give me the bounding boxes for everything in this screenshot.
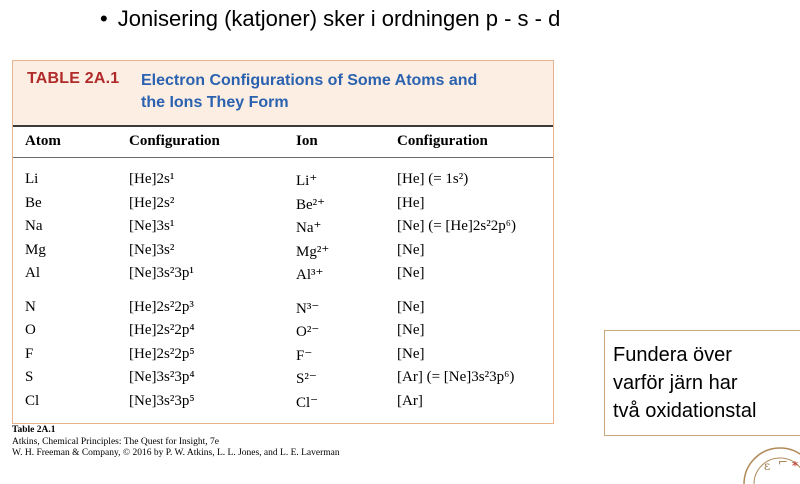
ion-configuration-cell: [Ne] (= [He]2s²2p⁶) <box>397 218 516 234</box>
atom-configuration-cell: [He]2s²2p⁵ <box>129 345 195 362</box>
atom-configuration-cell: [Ne]3s²3p⁴ <box>129 369 195 385</box>
atom-configuration-cell: [He]2s²2p⁴ <box>129 322 195 338</box>
ion-configuration-cell: [Ne] <box>397 241 425 258</box>
table-row <box>13 242 553 266</box>
note-line-1: Fundera över <box>613 344 732 366</box>
atom-configuration-cell: [He]2s²2p³ <box>129 298 194 315</box>
ion-cell: Mg²⁺ <box>296 243 330 260</box>
ion-cell: Cl⁻ <box>296 394 319 411</box>
ion-configuration-cell: [Ne] <box>397 265 425 281</box>
column-header-atom: Atom <box>25 133 61 149</box>
ion-configuration-cell: [He] <box>397 194 425 211</box>
credit-line-1: Table 2A.1 <box>12 425 56 435</box>
atom-cell: F <box>25 345 34 362</box>
atom-cell: Na <box>25 218 43 234</box>
atom-configuration-cell: [He]2s² <box>129 194 175 211</box>
column-header-row <box>13 127 553 158</box>
svg-text:ɛ: ɛ <box>764 459 771 473</box>
column-header-ion: Ion <box>296 133 318 149</box>
atom-configuration-cell: [Ne]3s²3p¹ <box>129 265 194 281</box>
atom-cell: Al <box>25 265 40 281</box>
note-box <box>604 330 800 436</box>
table-figure <box>12 60 554 424</box>
table-row <box>13 299 553 323</box>
ion-cell: Be²⁺ <box>296 196 326 213</box>
ion-configuration-cell: [Ne] <box>397 345 425 362</box>
column-header-ion-configuration: Configuration <box>397 133 488 149</box>
atom-configuration-cell: [Ne]3s² <box>129 241 175 258</box>
atom-configuration-cell: [He]2s¹ <box>129 171 175 187</box>
atom-cell: Li <box>25 171 39 187</box>
ion-configuration-cell: [He] (= 1s²) <box>397 171 469 187</box>
table-label: TABLE 2A.1 <box>27 70 120 87</box>
svg-text:*: * <box>792 459 798 473</box>
slide-bullet <box>100 6 560 32</box>
bullet-text: Jonisering (katjoner) sker i ordningen p - s - d <box>117 6 561 31</box>
ion-cell: S²⁻ <box>296 371 317 387</box>
atom-cell: Mg <box>25 241 46 258</box>
svg-text:⌐: ⌐ <box>778 455 789 469</box>
table-row <box>13 346 553 370</box>
atom-configuration-cell: [Ne]3s²3p⁵ <box>129 392 195 409</box>
atom-cell: S <box>25 369 34 385</box>
atom-cell: Cl <box>25 392 40 409</box>
table-row <box>13 322 553 346</box>
table-title-line2: the Ions They Form <box>141 94 289 111</box>
table-header-band <box>13 61 553 127</box>
ion-configuration-cell: [Ar] <box>397 392 423 409</box>
ion-configuration-cell: [Ne] <box>397 322 425 338</box>
credit-line-2: Atkins, Chemical Principles: The Quest for Insight, 7e <box>12 436 219 447</box>
credit-line-3: W. H. Freeman & Company, © 2016 by P. W. Atkins, L. L. Jones, and L. E. Laverman <box>12 448 340 458</box>
table-body <box>13 171 553 416</box>
table-row <box>13 369 553 393</box>
table-title-line1: Electron Configurations of Some Atoms and <box>141 72 478 89</box>
ion-cell: Al³⁺ <box>296 267 324 283</box>
note-line-3: två oxidationstal <box>613 400 757 422</box>
atom-cell: N <box>25 298 36 315</box>
column-header-configuration: Configuration <box>129 133 220 149</box>
atom-configuration-cell: [Ne]3s¹ <box>129 218 175 234</box>
ion-cell: O²⁻ <box>296 324 320 340</box>
ion-configuration-cell: [Ne] <box>397 298 425 315</box>
bullet-glyph: • <box>100 6 108 31</box>
table-row <box>13 393 553 417</box>
table-row <box>13 218 553 242</box>
ion-cell: Na⁺ <box>296 220 322 236</box>
ion-configuration-cell: [Ar] (= [Ne]3s²3p⁶) <box>397 369 515 385</box>
table-row <box>13 265 553 289</box>
ion-cell: F⁻ <box>296 347 313 364</box>
table-title <box>141 70 541 114</box>
note-line-2: varför järn har <box>613 372 738 394</box>
atom-cell: O <box>25 322 36 338</box>
ion-cell: N³⁻ <box>296 300 320 317</box>
university-seal-icon <box>738 444 800 484</box>
table-row <box>13 171 553 195</box>
ion-cell: Li⁺ <box>296 173 318 189</box>
figure-credit <box>12 425 552 460</box>
atom-cell: Be <box>25 194 42 211</box>
table-row <box>13 195 553 219</box>
